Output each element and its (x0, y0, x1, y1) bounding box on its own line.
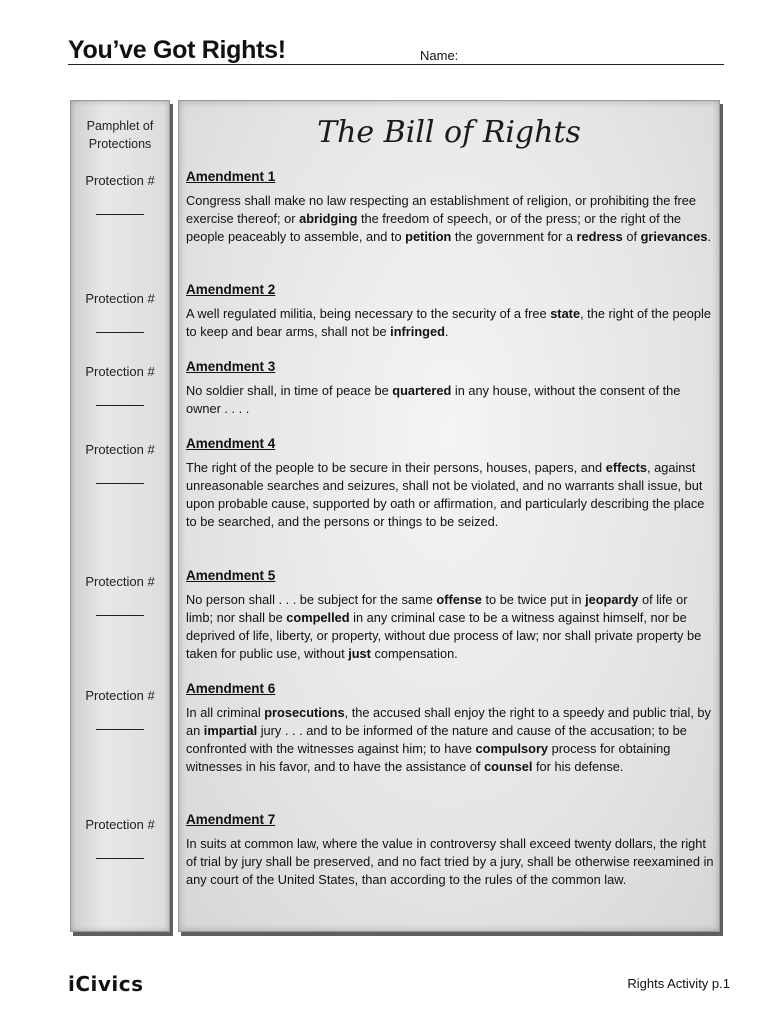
page-title: You’ve Got Rights! (68, 36, 286, 64)
protection-slot-7 (71, 817, 169, 859)
protection-slot-3 (71, 364, 169, 406)
amendment-1 (186, 169, 714, 246)
protection-blank[interactable] (96, 332, 144, 333)
protection-label: Protection # (85, 291, 155, 306)
protection-blank[interactable] (96, 615, 144, 616)
keyword: offense (436, 592, 482, 607)
amendment-5 (186, 568, 714, 663)
protection-label: Protection # (85, 173, 155, 188)
protection-slot-5 (71, 574, 169, 616)
keyword: effects (605, 460, 647, 475)
icivics-logo: iCivics (68, 972, 144, 996)
keyword: compelled (286, 610, 350, 625)
keyword: infringed (390, 324, 445, 339)
page-label: Rights Activity p.1 (627, 976, 730, 991)
protection-label: Protection # (85, 817, 155, 832)
amendment-text: In suits at common law, where the value in controversy shall exceed twenty dollars, the right of trial by jury shall be preserved, and no fact tried by a jury, shall be otherwise reexamined in any court of the United States, than according to the rules of the common law. (186, 836, 714, 887)
keyword: counsel (484, 759, 533, 774)
keyword: abridging (299, 211, 358, 226)
amendment-title: Amendment 2 (186, 282, 276, 297)
protection-label: Protection # (85, 364, 155, 379)
keyword: just (348, 646, 371, 661)
name-label: Name: (420, 48, 459, 63)
keyword: prosecutions (264, 705, 345, 720)
amendment-title: Amendment 5 (186, 568, 276, 583)
keyword: redress (576, 229, 623, 244)
amendment-title: Amendment 3 (186, 359, 276, 374)
amendment-title: Amendment 1 (186, 169, 276, 184)
protection-blank[interactable] (96, 858, 144, 859)
protection-blank[interactable] (96, 483, 144, 484)
keyword: petition (405, 229, 452, 244)
amendment-title: Amendment 4 (186, 436, 276, 451)
keyword: state (550, 306, 581, 321)
amendment-title: Amendment 7 (186, 812, 276, 827)
protection-label: Protection # (85, 688, 155, 703)
protection-slot-4 (71, 442, 169, 484)
protection-slot-2 (71, 291, 169, 333)
amendment-text: A well regulated militia, being necessary to the security of a free state, the right of the people to keep and bear arms, shall not be infringed. (186, 306, 711, 339)
panel-heading: The Bill of Rights (317, 115, 581, 150)
keyword: impartial (203, 723, 258, 738)
sidebar-heading-line2: Protections (88, 137, 152, 151)
amendment-text: No soldier shall, in time of peace be quartered in any house, without the consent of the owner . . . . (186, 383, 681, 416)
protection-label: Protection # (85, 574, 155, 589)
protection-blank[interactable] (96, 405, 144, 406)
keyword: jeopardy (585, 592, 639, 607)
amendment-2 (186, 282, 714, 341)
amendment-4 (186, 436, 714, 531)
amendment-text: Congress shall make no law respecting an establishment of religion, or prohibiting the free exercise thereof; or abridging the freedom of speech, or of the press; or the right of the people peaceably to assemble, and to petition the government for a redress of grievances. (186, 193, 712, 244)
sidebar-heading (71, 117, 169, 153)
protection-slot-6 (71, 688, 169, 730)
amendment-title: Amendment 6 (186, 681, 276, 696)
protection-slot-1 (71, 173, 169, 215)
keyword: quartered (392, 383, 452, 398)
protection-blank[interactable] (96, 729, 144, 730)
protection-label: Protection # (85, 442, 155, 457)
amendment-7 (186, 812, 714, 889)
protection-blank[interactable] (96, 214, 144, 215)
bill-of-rights-panel (178, 100, 720, 932)
protections-sidebar (70, 100, 170, 932)
keyword: grievances (640, 229, 708, 244)
amendment-text: In all criminal prosecutions, the accused shall enjoy the right to a speedy and public trial, by an impartial jury . . . and to be informed of the nature and cause of the accusation; to be confronted with the witnesses against him; to have compulsory process for obtaining witnesses in his favor, and to have the assistance of counsel for his defense. (186, 705, 711, 774)
name-line (68, 64, 724, 65)
amendment-3 (186, 359, 714, 418)
amendment-text: The right of the people to be secure in their persons, houses, papers, and effects, against unreasonable searches and seizures, shall not be violated, and no warrants shall issue, but upon probable cause, supported by oath or affirmation, and particularly describing the place to be searched, and the persons or things to be seized. (186, 460, 705, 529)
amendment-text: No person shall . . . be subject for the same offense to be twice put in jeopardy of life or limb; nor shall be compelled in any criminal case to be a witness against himself, nor be deprived of life, liberty, or property, without due process of law; nor shall private property be taken for public use, without just compensation. (186, 592, 702, 661)
amendment-6 (186, 681, 714, 776)
sidebar-heading-line1: Pamphlet of (86, 119, 154, 133)
keyword: compulsory (475, 741, 549, 756)
